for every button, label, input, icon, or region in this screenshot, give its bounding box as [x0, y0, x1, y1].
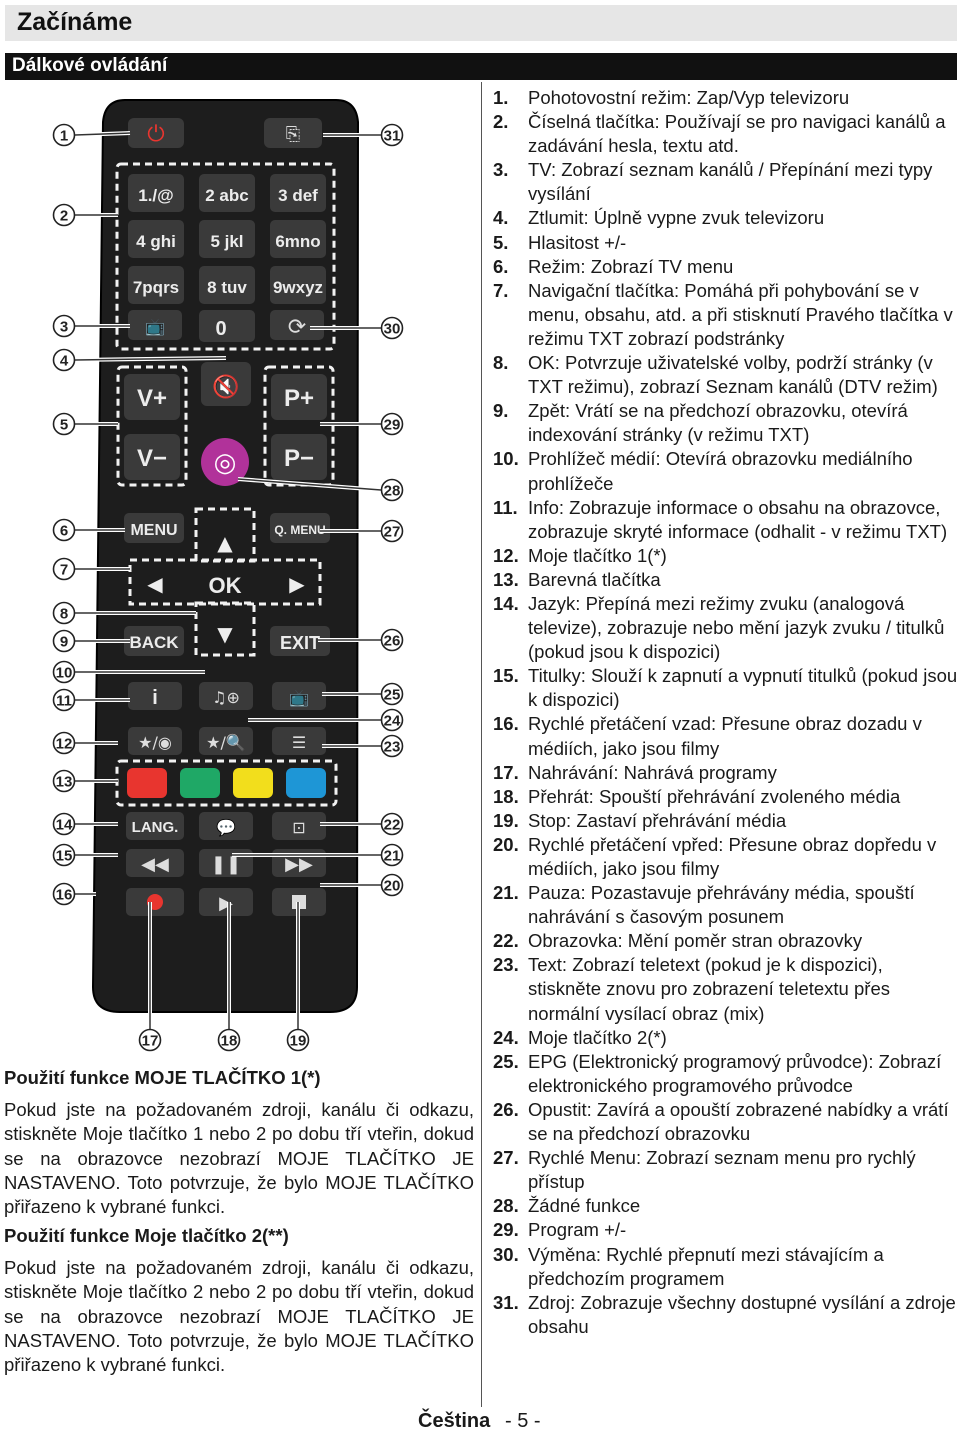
my-button-1-icon: ★/◉	[138, 733, 172, 752]
callout-number: 8	[59, 605, 69, 623]
list-item-number: 20.	[493, 833, 519, 855]
list-item-number: 31.	[493, 1291, 519, 1313]
list-item-text: Pohotovostní režim: Zap/Vyp televizoru	[528, 87, 850, 108]
list-item-number: 28.	[493, 1195, 519, 1217]
column-divider	[481, 82, 482, 1407]
list-item-number: 15.	[493, 665, 519, 687]
list-item	[490, 206, 960, 230]
list-item-number: 8.	[493, 352, 509, 374]
rewind-icon: ◀◀	[141, 854, 169, 875]
list-item-number: 6.	[493, 255, 509, 277]
digit-label: 7pqrs	[132, 278, 180, 297]
list-item-number: 22.	[493, 930, 519, 952]
my-button-1-heading: Použití funkce MOJE TLAČÍTKO 1(*)	[4, 1067, 321, 1088]
list-item-text: Zpět: Vrátí se na předchozí obrazovku, otevírá indexování stránky (v režimu TXT)	[528, 400, 908, 446]
list-item-text: Zdroj: Zobrazuje všechny dostupné vysílání a zdroje obsahu	[528, 1291, 956, 1337]
qmenu-label: Q. MENU	[274, 523, 326, 537]
list-item-text: Rychlé přetáčení vpřed: Přesune obraz dopředu v médiích, jako jsou filmy	[528, 833, 937, 879]
blue-button[interactable]	[286, 768, 326, 798]
list-item-text: Rychlé Menu: Zobrazí seznam menu pro rychlý přístup	[528, 1147, 916, 1193]
list-item-text: Moje tlačítko 1(*)	[528, 544, 667, 566]
list-item	[490, 1243, 960, 1291]
list-item-number: 26.	[493, 1098, 519, 1120]
power-icon: ⏻	[147, 122, 165, 147]
callout-number: 10	[55, 664, 73, 682]
list-item-text: Barevná tlačítka	[528, 568, 661, 590]
list-item	[490, 712, 960, 760]
list-item-number: 24.	[493, 1026, 519, 1048]
section-bar	[5, 53, 957, 80]
list-item-text: Text: Zobrazí teletext (pokud je k dispozici), stiskněte znovu pro zobrazení teletextu přes normální vysílací obraz (mix)	[528, 954, 890, 1024]
green-button[interactable]	[180, 768, 220, 798]
subtitle-icon: 💬	[216, 818, 236, 837]
digit-label: 4 ghi	[136, 232, 176, 251]
swap-icon: ⟳	[287, 315, 307, 340]
list-item	[490, 833, 960, 881]
list-item	[490, 158, 960, 206]
my-button-2-section	[4, 1224, 474, 1377]
callout-number: 26	[383, 632, 401, 650]
media-browser-icon: ♫⊕	[212, 688, 240, 707]
list-item	[490, 279, 960, 351]
remote-diagram	[0, 82, 470, 1062]
list-item-number: 18.	[493, 785, 519, 807]
callout-number: 16	[55, 886, 73, 904]
digit-label: 2 abc	[205, 186, 249, 205]
list-item-text: Navigační tlačítka: Pomáhá při pohybování se v menu, obsahu, atd. a při stisknutí Pravého tlačítka v režimu TXT zobrazí podstránky	[528, 279, 953, 349]
title-bar	[5, 5, 957, 41]
list-item-text: Program +/-	[528, 1219, 627, 1241]
feature-list	[490, 86, 960, 1339]
ffwd-icon: ▶▶	[285, 854, 313, 875]
callout-number: 24	[383, 712, 401, 730]
list-item-text: Přehrát: Spouští přehrávání zvoleného média	[528, 785, 901, 807]
footer-language: Čeština	[418, 1410, 491, 1432]
callout-number: 9	[59, 633, 69, 651]
epg-icon: 📺	[289, 688, 309, 707]
list-item	[490, 1050, 960, 1098]
callout-number: 15	[55, 847, 73, 865]
callout-number: 5	[59, 416, 69, 434]
list-item-number: 5.	[493, 231, 509, 253]
list-item-text: OK: Potvrzuje uživatelské volby, podrží stránky (v TXT režimu), zobrazí Seznam kanálů (DTV režim)	[528, 352, 938, 398]
list-item-text: Ztlumit: Úplně vypne zvuk televizoru	[528, 207, 825, 229]
vol-up-label: V+	[136, 385, 168, 412]
screen-icon: ⊡	[292, 818, 306, 837]
digit-label: 6mno	[275, 232, 321, 251]
callout-number: 18	[220, 1032, 238, 1050]
list-item-number: 9.	[493, 400, 509, 422]
callout-number: 31	[383, 127, 401, 145]
my-button-2-body: Pokud jste na požadovaném zdroji, kanálu či odkazu, stiskněte Moje tlačítko 2 nebo 2 po dobu tří vteřin, dokud se na obrazovce nezobrazí MOJE TLAČÍTKO JE NASTAVENO. Toto potvrzuje, že bylo MOJE TLAČÍTKO přiřazeno k vybrané funkci.	[4, 1257, 474, 1376]
list-item	[490, 110, 960, 158]
list-item-number: 25.	[493, 1050, 519, 1072]
list-item	[490, 1098, 960, 1146]
list-item	[490, 1218, 960, 1242]
list-item-text: Rychlé přetáčení vzad: Přesune obraz dozadu v médiích, jako jsou filmy	[528, 713, 922, 759]
list-item	[490, 664, 960, 712]
callout-number: 30	[383, 320, 401, 338]
list-item	[490, 881, 960, 929]
prog-down-label: P−	[283, 445, 315, 472]
list-item-number: 30.	[493, 1243, 519, 1265]
callout-number: 21	[383, 847, 401, 865]
list-item	[490, 255, 960, 279]
callout-number: 13	[55, 773, 73, 791]
callout-number: 4	[59, 352, 69, 370]
list-item	[490, 1026, 960, 1050]
list-item	[490, 785, 960, 809]
list-item	[490, 86, 960, 110]
list-item-text: Obrazovka: Mění poměr stran obrazovky	[528, 930, 863, 952]
nav-down-icon: ▼	[217, 622, 233, 646]
callout-number: 22	[383, 816, 401, 834]
ok-label[interactable]: OK	[208, 573, 242, 598]
list-item-text: Výměna: Rychlé přepnutí mezi stávajícím a předchozím programem	[528, 1243, 884, 1289]
callout-number: 20	[383, 877, 401, 895]
callout-number: 25	[383, 686, 401, 704]
callout-number: 27	[383, 523, 401, 541]
list-item-text: Moje tlačítko 2(*)	[528, 1026, 667, 1048]
nav-left-icon: ◀	[147, 572, 163, 596]
pause-icon: ❚❚	[210, 854, 242, 875]
globe-icon: ◎	[213, 448, 237, 478]
page-number: - 5 -	[505, 1410, 541, 1432]
digit-label: 9wxyz	[272, 278, 324, 297]
digit-label: 3 def	[278, 186, 318, 205]
list-item-text: Prohlížeč médií: Otevírá obrazovku mediálního prohlížeče	[528, 448, 913, 494]
callout-number: 12	[55, 735, 73, 753]
list-item-number: 7.	[493, 279, 509, 301]
list-item	[490, 809, 960, 833]
list-item-text: Info: Zobrazuje informace o obsahu na obrazovce, zobrazuje skryté informace (odhalit - v režimu TXT)	[528, 496, 948, 542]
source-icon: ⎘	[285, 124, 301, 145]
list-item	[490, 231, 960, 255]
callout-number: 17	[141, 1032, 159, 1050]
list-item-text: Režim: Zobrazí TV menu	[528, 255, 734, 277]
list-item-text: Pauza: Pozastavuje přehrávány média, spouští nahrávání s časovým posunem	[528, 882, 915, 928]
digit-label: 5 jkl	[210, 232, 244, 251]
list-item-number: 11.	[493, 496, 518, 518]
list-item	[490, 351, 960, 399]
list-item-number: 1.	[493, 87, 509, 108]
mute-icon: 🔇	[212, 375, 240, 400]
tv-icon: 📺	[145, 317, 165, 336]
callout-number: 14	[55, 816, 73, 834]
prog-up-label: P+	[283, 385, 315, 412]
list-item	[490, 953, 960, 1025]
callout-number: 7	[59, 561, 69, 579]
list-item	[490, 447, 960, 495]
footer	[0, 1410, 960, 1434]
lang-label: LANG.	[131, 819, 179, 836]
list-item-number: 23.	[493, 954, 519, 976]
callout-number: 23	[383, 738, 401, 756]
callout-number: 11	[56, 692, 72, 710]
callout-number: 2	[59, 207, 69, 225]
list-item-number: 14.	[493, 592, 519, 614]
list-item-text: Stop: Zastaví přehrávání média	[528, 809, 787, 831]
list-item-number: 16.	[493, 713, 519, 735]
list-item-number: 29.	[493, 1219, 519, 1241]
list-item-text: Jazyk: Přepíná mezi režimy zvuku (analogová televize), zobrazuje nebo mění jazyk zvuku / titulků (pokud jsou k dispozici)	[528, 592, 945, 663]
list-item-text: Opustit: Zavírá a opouští zobrazené nabídky a vrátí se na předchozí obrazovku	[528, 1098, 949, 1145]
callout-number: 6	[59, 522, 69, 540]
list-item-number: 10.	[493, 448, 519, 470]
info-label: i	[152, 687, 158, 709]
list-item-text: Žádné funkce	[528, 1195, 641, 1217]
yellow-button[interactable]	[233, 768, 273, 798]
section-title: Dálkové ovládání	[12, 55, 168, 76]
list-item	[490, 544, 960, 568]
page-title: Začínáme	[17, 8, 133, 36]
list-item-number: 4.	[493, 207, 509, 229]
red-button[interactable]	[127, 768, 167, 798]
list-item-number: 2.	[493, 111, 509, 133]
digit-label: 8 tuv	[207, 278, 247, 297]
list-item	[490, 399, 960, 447]
list-item	[490, 929, 960, 953]
play-icon: ▶	[219, 893, 233, 914]
list-item	[490, 1194, 960, 1218]
list-item-number: 21.	[493, 882, 519, 904]
text-icon: ☰	[291, 733, 307, 752]
exit-label: EXIT	[279, 633, 321, 653]
list-item	[490, 592, 960, 664]
digit-button[interactable]	[199, 310, 255, 342]
my-button-2-icon: ★/🔍	[206, 733, 246, 752]
list-item-number: 13.	[493, 568, 519, 590]
list-item	[490, 1146, 960, 1194]
list-item-text: EPG (Elektronický programový průvodce): Zobrazí elektronického programového průvodce	[528, 1050, 942, 1096]
list-item-number: 19.	[493, 809, 519, 831]
list-item	[490, 496, 960, 544]
list-item	[490, 1291, 960, 1339]
callout-number: 3	[59, 318, 69, 336]
list-item-number: 17.	[493, 761, 519, 783]
list-item-number: 12.	[493, 544, 519, 566]
list-item-text: Číselná tlačítka: Používají se pro navigaci kanálů a zadávání hesla, textu atd.	[528, 111, 946, 157]
list-item-text: Nahrávání: Nahrává programy	[528, 761, 777, 783]
callout-number: 28	[383, 482, 401, 500]
back-label: BACK	[129, 633, 179, 652]
vol-down-label: V−	[136, 445, 168, 472]
digit-label: 0	[215, 318, 227, 340]
my-button-1-body: Pokud jste na požadovaném zdroji, kanálu či odkazu, stiskněte Moje tlačítko 1 nebo 2 po dobu tří vteřin, dokud se na obrazovce nezobrazí MOJE TLAČÍTKO JE NASTAVENO. Toto potvrzuje, že bylo MOJE TLAČÍTKO přiřazeno k vybrané funkci.	[4, 1099, 474, 1218]
callout-number: 1	[59, 127, 69, 145]
digit-label: 1./@	[138, 186, 174, 205]
list-item	[490, 761, 960, 785]
list-item-number: 27.	[493, 1147, 519, 1169]
list-item	[490, 568, 960, 592]
my-button-1-section	[4, 1066, 474, 1219]
list-item-text: Titulky: Slouží k zapnutí a vypnutí titulků (pokud jsou k dispozici)	[528, 665, 958, 711]
callout-number: 19	[289, 1032, 307, 1050]
callout-number: 29	[383, 416, 401, 434]
list-item-text: Hlasitost +/-	[528, 231, 627, 253]
list-item-text: TV: Zobrazí seznam kanálů / Přepínání mezi typy vysílání	[528, 159, 933, 205]
list-item-number: 3.	[493, 159, 509, 181]
nav-up-icon: ▲	[217, 531, 233, 555]
menu-label: MENU	[130, 522, 178, 539]
nav-right-icon: ▶	[289, 572, 305, 596]
my-button-2-heading: Použití funkce Moje tlačítko 2(**)	[4, 1225, 289, 1246]
